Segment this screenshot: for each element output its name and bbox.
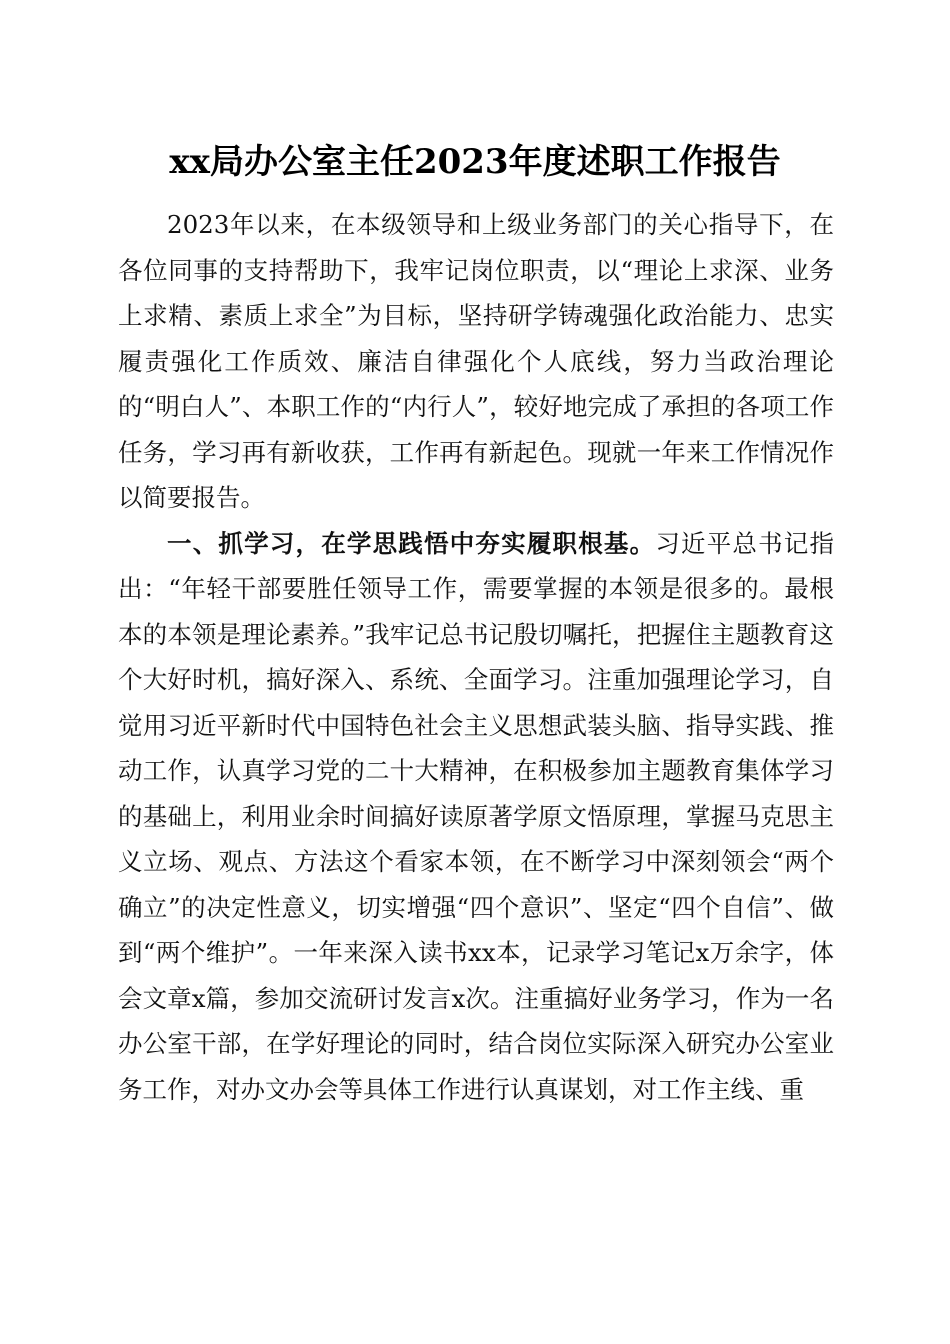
document-body bbox=[118, 202, 834, 1112]
section-one-text: 习近平总书记指出：“年轻干部要胜任领导工作，需要掌握的本领是很多的。最根本的本领是理论素养。”我牢记总书记殷切嘱托，把握住主题教育这个大好时机，搞好深入、系统、全面学习。注重加强理论学习，自觉用习近平新时代中国特色社会主义思想武装头脑、指导实践、推动工作，认真学习党的二十大精神，在积极参加主题教育集体学习的基础上，利用业余时间搞好读原著学原文悟原理，掌握马克思主义立场、观点、方法这个看家本领，在不断学习中深刻领会“两个确立”的决定性意义，切实增强“四个意识”、坚定“四个自信”、做到“两个维护”。一年来深入读书xx本，记录学习笔记x万余字，体会文章x篇，参加交流研讨发言x次。注重搞好业务学习，作为一名办公室干部，在学好理论的同时，结合岗位实际深入研究办公室业务工作，对办文办会等具体工作进行认真谋划，对工作主线、重 bbox=[118, 528, 835, 1104]
paragraph-intro bbox=[118, 202, 834, 521]
paragraph-intro-text: 2023年以来，在本级领导和上级业务部门的关心指导下，在各位同事的支持帮助下，我牢记岗位职责，以“理论上求深、业务上求精、素质上求全”为目标，坚持研学铸魂强化政治能力、忠实履责强化工作质效、廉洁自律强化个人底线，努力当政治理论的“明白人”、本职工作的“内行人”，较好地完成了承担的各项工作任务，学习再有新收获，工作再有新起色。现就一年来工作情况作以简要报告。 bbox=[118, 210, 834, 512]
document-title: xx局办公室主任2023年度述职工作报告 bbox=[169, 142, 781, 182]
paragraph-section-one bbox=[118, 521, 834, 1113]
section-one-heading: 一、抓学习，在学思践悟中夯实履职根基。 bbox=[167, 528, 656, 558]
